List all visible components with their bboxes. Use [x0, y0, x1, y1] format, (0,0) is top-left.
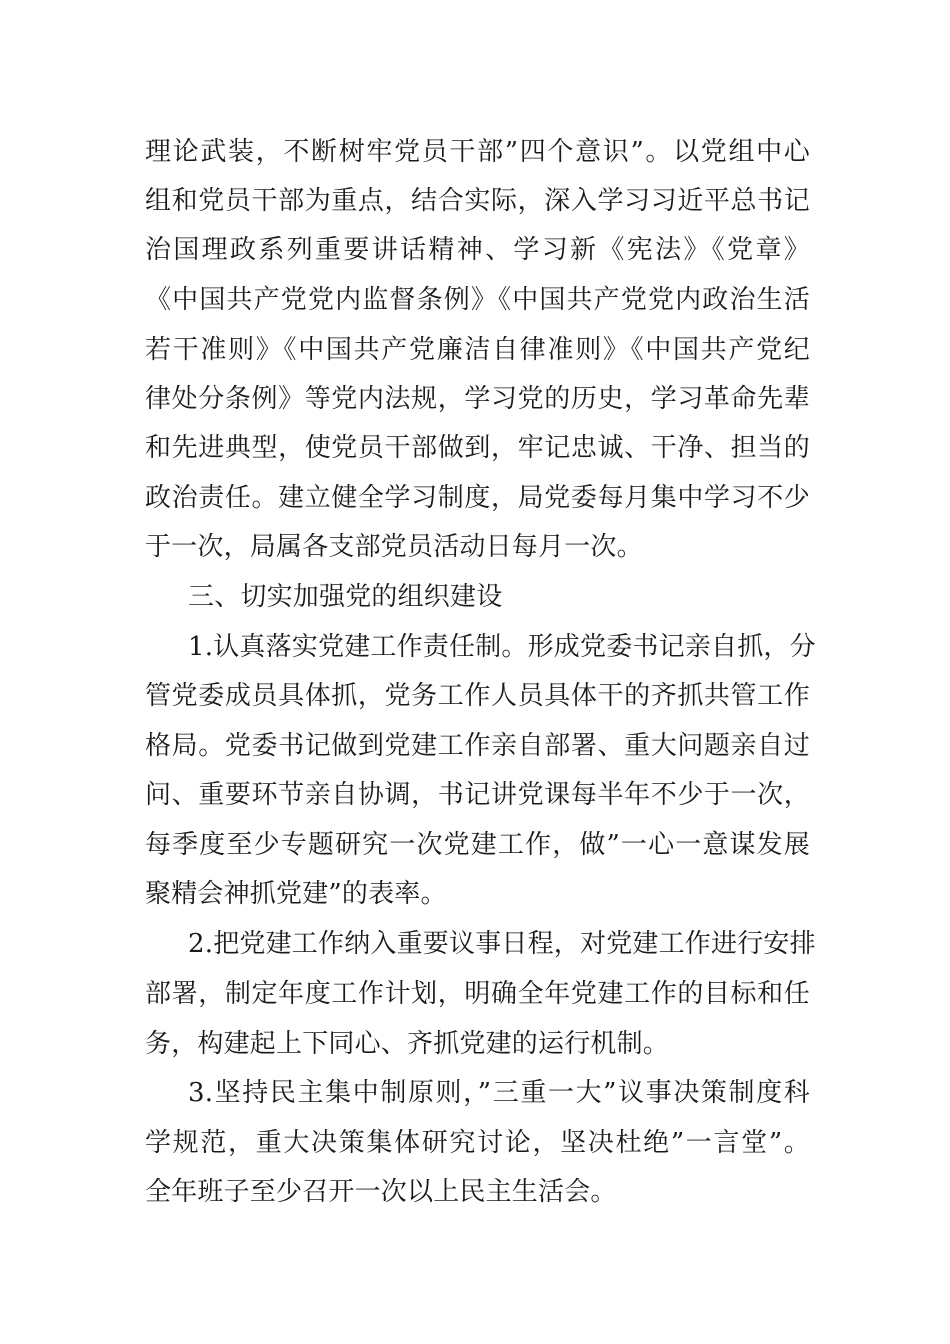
- text-line-4: 《中国共产党党内监督条例》《中国共产党党内政治生活: [145, 285, 810, 315]
- item-1-line-6: 聚精会神抓党建”的表率。: [145, 879, 447, 909]
- item-3-line-3: 全年班子至少召开一次以上民主生活会。: [145, 1177, 617, 1207]
- item-2-line-2: 部署，制定年度工作计划，明确全年党建工作的目标和任: [145, 979, 810, 1009]
- item-1-line-3: 格局。党委书记做到党建工作亲自部署、重大问题亲自过: [145, 731, 810, 761]
- text-line-3: 治国理政系列重要讲话精神、学习新《宪法》《党章》: [145, 235, 810, 265]
- text-line-2: 组和党员干部为重点，结合实际，深入学习习近平总书记: [145, 186, 810, 216]
- text-line-8: 政治责任。建立健全学习制度，局党委每月集中学习不少: [145, 483, 810, 513]
- text-line-6: 律处分条例》等党内法规，学习党的历史，学习革命先辈: [145, 384, 810, 414]
- item-1-line-4: 问、重要环节亲自协调，书记讲党课每半年不少于一次，: [145, 780, 810, 810]
- item-3-line-2: 学规范，重大决策集体研究讨论，坚决杜绝”一言堂”。: [145, 1128, 810, 1158]
- item-1-line-2: 管党委成员具体抓，党务工作人员具体干的齐抓共管工作: [145, 681, 810, 711]
- item-1-line-5: 每季度至少专题研究一次党建工作，做”一心一意谋发展: [145, 830, 810, 860]
- section-heading: 三、切实加强党的组织建设: [188, 582, 503, 612]
- text-line-1: 理论武装，不断树牢党员干部”四个意识”。以党组中心: [145, 137, 810, 167]
- text-line-7: 和先进典型，使党员干部做到，牢记忠诚、干净、担当的: [145, 433, 810, 463]
- text-line-5: 若干准则》《中国共产党廉洁自律准则》《中国共产党纪: [145, 335, 810, 365]
- item-2-line-3: 务，构建起上下同心、齐抓党建的运行机制。: [145, 1029, 670, 1059]
- item-1-line-1: 1.认真落实党建工作责任制。形成党委书记亲自抓，分: [188, 632, 816, 662]
- item-2-line-1: 2.把党建工作纳入重要议事日程，对党建工作进行安排: [188, 929, 816, 959]
- text-line-9: 于一次，局属各支部党员活动日每月一次。: [145, 532, 643, 562]
- item-3-line-1: 3.坚持民主集中制原则，”三重一大”议事决策制度科: [188, 1078, 810, 1108]
